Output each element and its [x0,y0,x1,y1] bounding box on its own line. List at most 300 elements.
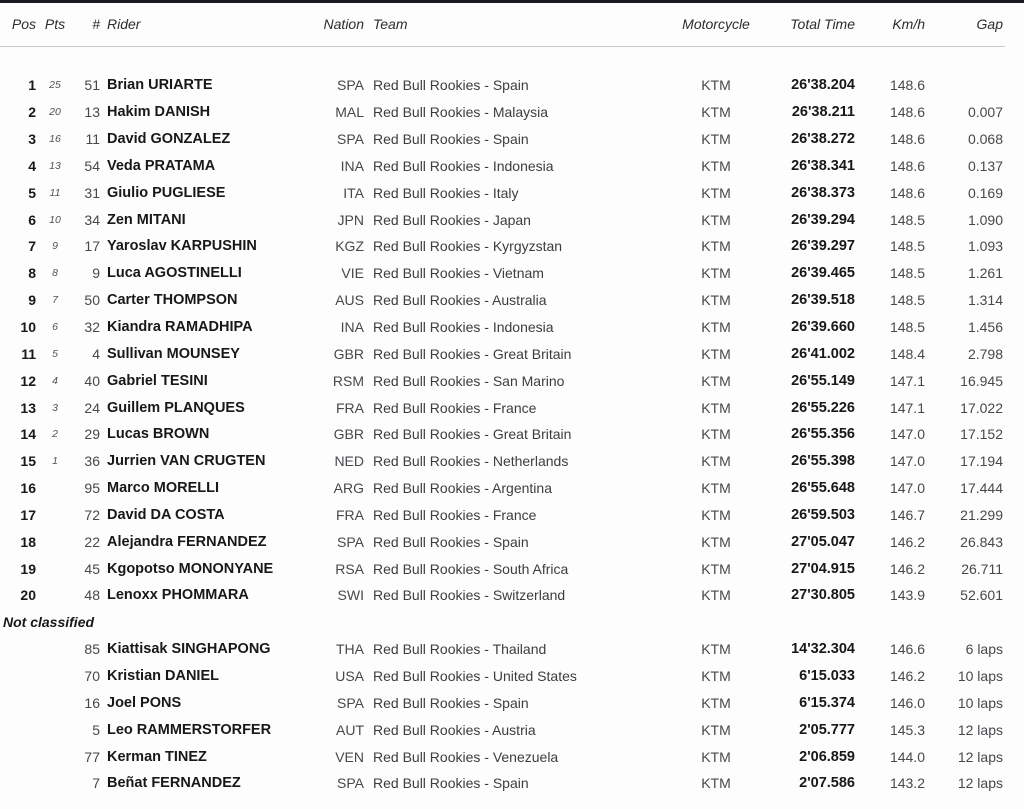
speed-cell: 147.1 [889,372,925,389]
result-row [0,528,1005,555]
gap-cell: 12 laps [957,721,1003,738]
motorcycle-cell: KTM [701,238,731,255]
motorcycle-cell: KTM [701,345,731,362]
nation-cell: INA [340,319,364,336]
header-team: Team [364,3,664,46]
number-cell: 31 [84,184,100,201]
result-row [0,636,1005,663]
number-cell: 16 [84,694,100,711]
speed-cell: 148.6 [889,77,925,94]
header-pos: Pos [0,3,40,46]
pos-cell: 15 [20,453,36,470]
gap-cell: 17.194 [960,453,1003,470]
points-cell [40,743,70,770]
pos-cell [0,636,40,663]
points-cell: 3 [52,401,58,414]
rider-name: Guillem PLANQUES [107,399,245,416]
pos-cell: 12 [20,372,36,389]
points-cell [40,582,70,609]
pos-cell: 1 [28,77,36,94]
rider-name: Veda PRATAMA [107,157,216,174]
number-cell: 54 [84,157,100,174]
total-time-cell: 26'55.226 [791,399,855,416]
number-cell: 72 [84,506,100,523]
rider-name: Kiandra RAMADHIPA [107,319,253,336]
rider-name: Gabriel TESINI [107,372,208,389]
speed-cell: 148.6 [889,104,925,121]
rider-name: Beñat FERNANDEZ [107,775,241,792]
rider-name: Joel PONS [107,694,182,711]
total-time-cell: 26'55.648 [791,480,855,497]
team-cell: Red Bull Rookies - Spain [373,533,529,550]
rider-name: Brian URIARTE [107,77,213,94]
pos-cell: 18 [20,533,36,550]
team-cell: Red Bull Rookies - Switzerland [373,587,566,604]
pos-cell [0,770,40,797]
team-cell: Red Bull Rookies - United States [373,667,577,684]
nation-cell: VEN [335,748,364,765]
team-cell: Red Bull Rookies - Spain [373,775,529,792]
pos-cell: 20 [20,587,36,604]
total-time-cell: 27'30.805 [791,587,855,604]
header-motorcycle: Motorcycle [664,3,768,46]
speed-cell: 147.0 [889,426,925,443]
nation-cell: GBR [333,345,364,362]
rider-name: David GONZALEZ [107,131,231,148]
number-cell: 70 [84,667,100,684]
nation-cell: SPA [337,694,364,711]
result-row [0,153,1005,180]
gap-cell: 6 laps [965,641,1003,658]
speed-cell: 148.5 [889,265,925,282]
pos-cell [0,743,40,770]
team-cell: Red Bull Rookies - Netherlands [373,453,569,470]
team-cell: Red Bull Rookies - South Africa [373,560,569,577]
pos-cell: 10 [20,319,36,336]
speed-cell: 148.5 [889,292,925,309]
number-cell: 7 [92,775,100,792]
header-rider: Rider [100,3,318,46]
speed-cell: 148.6 [889,157,925,174]
speed-cell: 146.6 [889,641,925,658]
gap-cell: 12 laps [957,775,1003,792]
nation-cell: MAL [335,104,364,121]
gap-cell: 1.090 [967,211,1003,228]
team-cell: Red Bull Rookies - Spain [373,131,529,148]
rider-name: Yaroslav KARPUSHIN [107,238,257,255]
speed-cell: 148.6 [889,184,925,201]
speed-cell: 148.5 [889,238,925,255]
pos-cell: 16 [20,480,36,497]
pos-cell [0,663,40,690]
nation-cell: SPA [337,533,364,550]
points-cell: 6 [52,321,58,334]
gap-cell: 17.444 [960,480,1003,497]
speed-cell: 146.2 [889,667,925,684]
team-cell: Red Bull Rookies - Great Britain [373,345,572,362]
speed-cell: 145.3 [889,721,925,738]
nation-cell: KGZ [335,238,364,255]
header-gap-spacer [0,46,1005,72]
total-time-cell: 26'38.272 [791,131,855,148]
total-time-cell: 26'39.465 [791,265,855,282]
speed-cell: 148.5 [889,211,925,228]
total-time-cell: 26'38.204 [791,77,855,94]
nation-cell: RSM [332,372,364,389]
points-cell: 4 [52,374,58,387]
header-pts: Pts [40,3,70,46]
total-time-cell: 2'05.777 [799,721,855,738]
number-cell: 50 [84,292,100,309]
team-cell: Red Bull Rookies - Malaysia [373,104,549,121]
team-cell: Red Bull Rookies - France [373,399,537,416]
nation-cell: INA [340,157,364,174]
nation-cell: ARG [333,480,364,497]
speed-cell: 143.2 [889,775,925,792]
rider-name: Lenoxx PHOMMARA [107,587,249,604]
rider-name: Kiattisak SINGHAPONG [107,641,271,658]
rider-name: Sullivan MOUNSEY [107,345,240,362]
motorcycle-cell: KTM [701,641,731,658]
result-row [0,394,1005,421]
speed-cell: 147.0 [889,453,925,470]
total-time-cell: 26'41.002 [791,345,855,362]
points-cell: 13 [49,159,61,172]
nation-cell: SPA [337,775,364,792]
nation-cell: FRA [336,399,364,416]
motorcycle-cell: KTM [701,506,731,523]
number-cell: 17 [84,238,100,255]
result-row [0,287,1005,314]
team-cell: Red Bull Rookies - Venezuela [373,748,559,765]
result-row [0,99,1005,126]
team-cell: Red Bull Rookies - Indonesia [373,319,554,336]
header-number: # [70,3,100,46]
total-time-cell: 26'38.211 [791,104,855,121]
number-cell: 11 [85,131,100,148]
total-time-cell: 26'39.660 [791,319,855,336]
result-row [0,126,1005,153]
total-time-cell: 26'55.356 [791,426,855,443]
result-row [0,716,1005,743]
gap-cell: 17.022 [960,399,1003,416]
gap-cell [928,72,1005,99]
team-cell: Red Bull Rookies - Vietnam [373,265,544,282]
gap-cell: 12 laps [957,748,1003,765]
number-cell: 51 [84,77,100,94]
total-time-cell: 6'15.374 [799,694,855,711]
total-time-cell: 26'55.398 [791,453,855,470]
gap-cell: 10 laps [957,667,1003,684]
pos-cell: 2 [28,104,36,121]
pos-cell: 13 [20,399,36,416]
result-row [0,743,1005,770]
speed-cell: 148.6 [889,131,925,148]
gap-cell: 16.945 [960,372,1003,389]
pos-cell [0,689,40,716]
team-cell: Red Bull Rookies - France [373,506,537,523]
speed-cell: 146.2 [889,533,925,550]
number-cell: 77 [84,748,100,765]
gap-cell: 1.093 [967,238,1003,255]
pos-cell: 8 [28,265,36,282]
nation-cell: ITA [343,184,364,201]
result-row [0,663,1005,690]
rider-name: Carter THOMPSON [107,292,238,309]
points-cell [40,636,70,663]
rider-name: Hakim DANISH [107,104,211,121]
header-gap: Gap [928,3,1005,46]
motorcycle-cell: KTM [701,372,731,389]
nation-cell: AUS [335,292,364,309]
pos-cell: 19 [20,560,36,577]
pos-cell: 17 [20,506,36,523]
motorcycle-cell: KTM [701,775,731,792]
nation-cell: SPA [337,131,364,148]
gap-cell: 26.843 [960,533,1003,550]
speed-cell: 148.5 [889,319,925,336]
motorcycle-cell: KTM [701,748,731,765]
points-cell [40,528,70,555]
total-time-cell: 6'15.033 [799,667,855,684]
number-cell: 4 [92,345,100,362]
points-cell: 16 [49,133,61,146]
speed-cell: 146.7 [889,506,925,523]
nation-cell: VIE [341,265,364,282]
pos-cell: 7 [28,238,36,255]
gap-cell: 1.314 [967,292,1003,309]
result-row [0,340,1005,367]
table-header [0,3,1005,46]
not-classified-section [0,609,1005,797]
pos-cell: 9 [28,292,36,309]
team-cell: Red Bull Rookies - Argentina [373,480,552,497]
nation-cell: USA [335,667,364,684]
pos-cell: 5 [28,184,36,201]
points-cell: 10 [49,213,61,226]
points-cell: 5 [52,347,58,360]
rider-name: David DA COSTA [107,506,225,523]
gap-cell: 0.169 [967,184,1003,201]
nation-cell: NED [334,453,364,470]
number-cell: 34 [84,211,100,228]
points-cell: 9 [52,240,58,253]
motorcycle-cell: KTM [701,184,731,201]
total-time-cell: 26'38.341 [791,157,855,174]
number-cell: 22 [84,533,100,550]
rider-name: Kgopotso MONONYANE [107,560,274,577]
motorcycle-cell: KTM [701,211,731,228]
motorcycle-cell: KTM [701,533,731,550]
number-cell: 29 [84,426,100,443]
speed-cell: 147.0 [889,480,925,497]
pos-cell: 6 [28,211,36,228]
header-row [0,3,1005,46]
number-cell: 48 [84,587,100,604]
result-row [0,555,1005,582]
nation-cell: RSA [335,560,364,577]
pos-cell: 11 [21,345,36,362]
rider-name: Alejandra FERNANDEZ [107,533,267,550]
team-cell: Red Bull Rookies - San Marino [373,372,565,389]
motorcycle-cell: KTM [701,265,731,282]
team-cell: Red Bull Rookies - Japan [373,211,531,228]
total-time-cell: 2'07.586 [799,775,855,792]
gap-cell: 0.068 [967,131,1003,148]
team-cell: Red Bull Rookies - Italy [373,184,519,201]
number-cell: 24 [84,399,100,416]
speed-cell: 143.9 [889,587,925,604]
motorcycle-cell: KTM [701,157,731,174]
result-row [0,421,1005,448]
motorcycle-cell: KTM [701,131,731,148]
team-cell: Red Bull Rookies - Kyrgyzstan [373,238,563,255]
points-cell [40,770,70,797]
rider-name: Leo RAMMERSTORFER [107,721,272,738]
points-cell: 8 [52,267,58,280]
points-cell [40,475,70,502]
motorcycle-cell: KTM [701,426,731,443]
motorcycle-cell: KTM [701,587,731,604]
nation-cell: AUT [336,721,364,738]
nation-cell: SWI [337,587,364,604]
result-row [0,260,1005,287]
rider-name: Giulio PUGLIESE [107,184,226,201]
result-row [0,179,1005,206]
pos-cell [0,716,40,743]
pos-cell: 4 [28,157,36,174]
total-time-cell: 26'39.518 [791,292,855,309]
number-cell: 45 [84,560,100,577]
result-row [0,314,1005,341]
result-row [0,475,1005,502]
speed-cell: 146.0 [889,694,925,711]
nation-cell: JPN [337,211,364,228]
motorcycle-cell: KTM [701,104,731,121]
motorcycle-cell: KTM [701,77,731,94]
result-row [0,233,1005,260]
rider-name: Zen MITANI [107,211,186,228]
number-cell: 85 [84,641,100,658]
pos-cell: 14 [20,426,36,443]
total-time-cell: 26'59.503 [791,506,855,523]
gap-cell: 52.601 [960,587,1003,604]
header-kmh: Km/h [858,3,928,46]
rider-name: Luca AGOSTINELLI [107,265,242,282]
team-cell: Red Bull Rookies - Spain [373,694,529,711]
points-cell [40,555,70,582]
team-cell: Red Bull Rookies - Great Britain [373,426,572,443]
total-time-cell: 27'05.047 [791,533,855,550]
result-row [0,206,1005,233]
number-cell: 5 [92,721,100,738]
result-row [0,689,1005,716]
team-cell: Red Bull Rookies - Australia [373,292,547,309]
gap-cell: 10 laps [957,694,1003,711]
classified-section [0,72,1005,609]
rider-name: Marco MORELLI [107,480,219,497]
pos-cell: 3 [28,131,36,148]
gap-cell: 26.711 [961,560,1003,577]
nation-cell: SPA [337,77,364,94]
nation-cell: THA [336,641,364,658]
motorcycle-cell: KTM [701,560,731,577]
number-cell: 36 [84,453,100,470]
total-time-cell: 26'39.297 [791,238,855,255]
team-cell: Red Bull Rookies - Austria [373,721,536,738]
header-nation: Nation [318,3,364,46]
motorcycle-cell: KTM [701,319,731,336]
points-cell [40,689,70,716]
result-row [0,367,1005,394]
gap-cell: 2.798 [967,345,1003,362]
number-cell: 95 [84,480,100,497]
total-time-cell: 26'38.373 [791,184,855,201]
points-cell [40,502,70,529]
points-cell [40,716,70,743]
points-cell: 2 [52,428,58,441]
total-time-cell: 14'32.304 [791,641,855,658]
not-classified-label: Not classified [3,614,95,631]
motorcycle-cell: KTM [701,480,731,497]
gap-cell: 0.007 [967,104,1003,121]
points-cell: 1 [52,455,58,468]
motorcycle-cell: KTM [701,694,731,711]
points-cell: 20 [49,106,61,119]
results-table [0,3,1005,797]
motorcycle-cell: KTM [701,667,731,684]
gap-cell: 21.299 [960,506,1003,523]
number-cell: 40 [84,372,100,389]
team-cell: Red Bull Rookies - Indonesia [373,157,554,174]
speed-cell: 146.2 [889,560,925,577]
result-row [0,770,1005,797]
motorcycle-cell: KTM [701,721,731,738]
team-cell: Red Bull Rookies - Spain [373,77,529,94]
not-classified-label-row [0,609,1005,636]
total-time-cell: 27'04.915 [791,560,855,577]
speed-cell: 144.0 [889,748,925,765]
total-time-cell: 26'39.294 [791,211,855,228]
rider-name: Lucas BROWN [107,426,210,443]
rider-name: Kristian DANIEL [107,667,219,684]
speed-cell: 147.1 [889,399,925,416]
result-row [0,448,1005,475]
speed-cell: 148.4 [889,345,925,362]
rider-name: Jurrien VAN CRUGTEN [107,453,266,470]
points-cell [40,663,70,690]
points-cell: 25 [49,79,61,92]
team-cell: Red Bull Rookies - Thailand [373,641,547,658]
gap-cell: 17.152 [960,426,1003,443]
nation-cell: FRA [336,506,364,523]
number-cell: 13 [84,104,100,121]
points-cell: 7 [52,294,58,307]
header-total-time: Total Time [768,3,858,46]
motorcycle-cell: KTM [701,453,731,470]
total-time-cell: 26'55.149 [791,372,855,389]
motorcycle-cell: KTM [701,399,731,416]
result-row [0,72,1005,99]
gap-cell: 1.456 [967,319,1003,336]
nation-cell: GBR [333,426,364,443]
gap-cell: 0.137 [967,157,1003,174]
result-row [0,582,1005,609]
result-row [0,502,1005,529]
rider-name: Kerman TINEZ [107,748,207,765]
number-cell: 32 [84,319,100,336]
number-cell: 9 [92,265,100,282]
